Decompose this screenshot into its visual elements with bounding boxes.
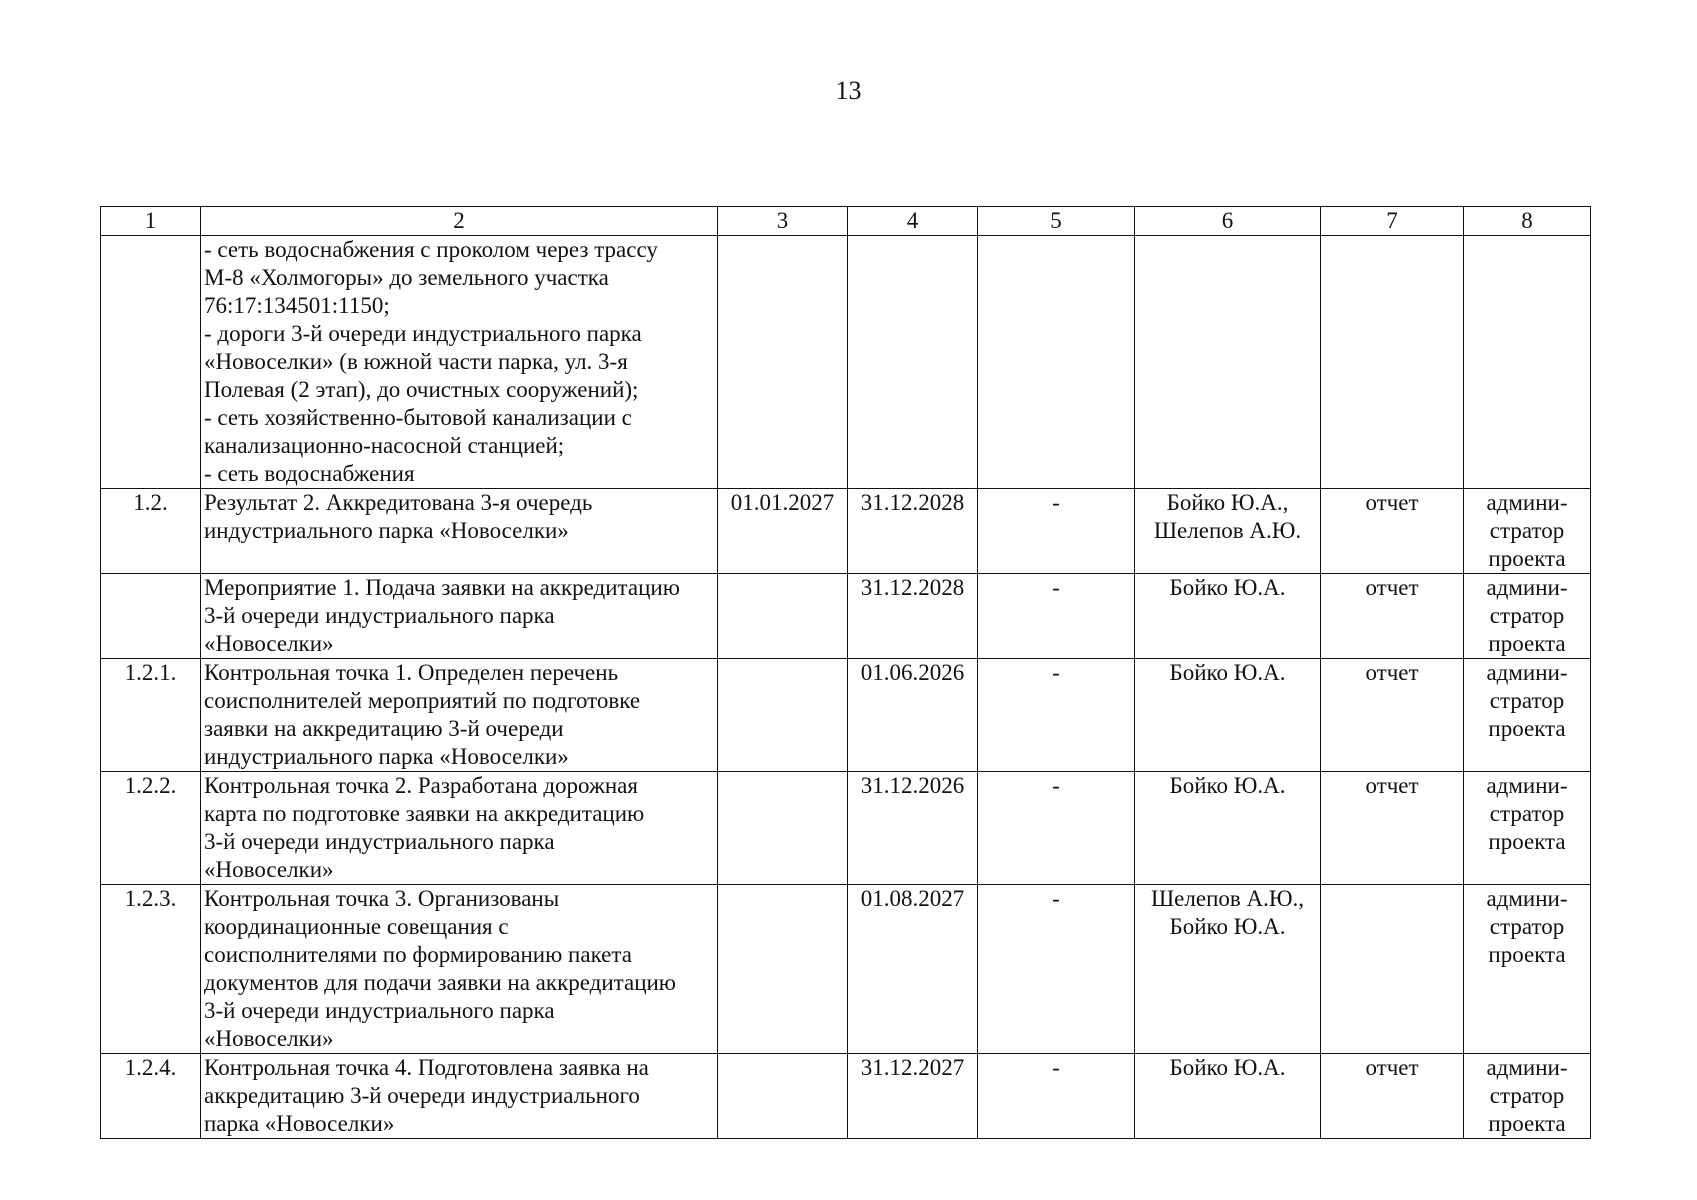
end-date-cell	[848, 236, 978, 489]
description-line: Контрольная точка 4. Подготовлена заявка на	[204, 1055, 649, 1080]
column-5-cell: -	[978, 1054, 1135, 1139]
responsible-line: Бойко Ю.А.	[1169, 660, 1286, 685]
description-line: координационные совещания с	[204, 914, 509, 939]
start-date-cell	[718, 885, 848, 1054]
row-number-cell	[101, 236, 201, 489]
table-row	[101, 1054, 1591, 1139]
table-row	[101, 885, 1591, 1054]
end-date-cell: 31.12.2027	[848, 1054, 978, 1139]
description-line: 76:17:134501:1150;	[204, 293, 390, 318]
start-date-cell	[718, 659, 848, 772]
description-line: парка «Новоселки»	[204, 1111, 395, 1136]
table-row	[101, 659, 1591, 772]
role-cell	[1464, 1054, 1591, 1139]
role-cell	[1464, 489, 1591, 574]
column-header: 2	[201, 207, 718, 236]
responsible-line: Бойко Ю.А.	[1169, 773, 1286, 798]
description-line: индустриального парка «Новоселки»	[204, 518, 569, 543]
role-cell	[1464, 772, 1591, 885]
start-date-cell	[718, 1054, 848, 1139]
role-cell	[1464, 885, 1591, 1054]
column-header: 3	[718, 207, 848, 236]
table-row	[101, 574, 1591, 659]
description-line: - дороги 3-й очереди индустриального парка	[204, 321, 642, 346]
row-number-cell: 1.2.	[101, 489, 201, 574]
end-date-cell: 31.12.2028	[848, 489, 978, 574]
role-line: админи-	[1486, 886, 1568, 911]
description-line: Контрольная точка 3. Организованы	[204, 886, 560, 911]
role-line: админи-	[1486, 660, 1568, 685]
description-line: Результат 2. Аккредитована 3-я очередь	[204, 490, 593, 515]
start-date-cell	[718, 574, 848, 659]
table-row	[101, 236, 1591, 489]
document-type-cell: отчет	[1321, 489, 1464, 574]
role-line: стратор	[1489, 518, 1565, 543]
responsible-cell	[1135, 772, 1321, 885]
description-cell	[201, 236, 718, 489]
description-line: канализационно-насосной станцией;	[204, 433, 565, 458]
role-cell	[1464, 659, 1591, 772]
row-number-cell	[101, 574, 201, 659]
column-5-cell: -	[978, 659, 1135, 772]
role-cell	[1464, 236, 1591, 489]
document-type-cell: отчет	[1321, 1054, 1464, 1139]
description-cell	[201, 772, 718, 885]
description-line: соисполнителей мероприятий по подготовке	[204, 688, 641, 713]
row-number-cell: 1.2.4.	[101, 1054, 201, 1139]
row-number-cell: 1.2.1.	[101, 659, 201, 772]
description-line: заявки на аккредитацию 3-й очереди	[204, 716, 564, 741]
description-line: карта по подготовке заявки на аккредитацию	[204, 801, 645, 826]
description-line: Контрольная точка 2. Разработана дорожная	[204, 773, 638, 798]
document-type-cell	[1321, 236, 1464, 489]
role-cell	[1464, 574, 1591, 659]
responsible-line: Бойко Ю.А.	[1169, 1055, 1286, 1080]
description-cell	[201, 574, 718, 659]
start-date-cell	[718, 236, 848, 489]
table-body	[101, 236, 1591, 1139]
column-header: 5	[978, 207, 1135, 236]
column-5-cell: -	[978, 489, 1135, 574]
role-line: проекта	[1488, 942, 1566, 967]
description-line: аккредитацию 3-й очереди индустриального	[204, 1083, 640, 1108]
document-type-cell: отчет	[1321, 659, 1464, 772]
column-header: 8	[1464, 207, 1591, 236]
responsible-line: Бойко Ю.А.	[1169, 575, 1286, 600]
responsible-cell	[1135, 1054, 1321, 1139]
responsible-line: Шелепов А.Ю.,	[1150, 886, 1304, 911]
role-line: проекта	[1488, 631, 1566, 656]
end-date-cell: 31.12.2028	[848, 574, 978, 659]
description-line: «Новоселки» (в южной части парка, ул. 3-я	[204, 349, 628, 374]
description-line: «Новоселки»	[204, 631, 334, 656]
role-line: проекта	[1488, 829, 1566, 854]
description-cell	[201, 659, 718, 772]
description-line: Контрольная точка 1. Определен перечень	[204, 660, 619, 685]
role-line: стратор	[1489, 1083, 1565, 1108]
end-date-cell: 31.12.2026	[848, 772, 978, 885]
role-line: стратор	[1489, 688, 1565, 713]
column-header: 1	[101, 207, 201, 236]
description-line: соисполнителями по формированию пакета	[204, 942, 632, 967]
responsible-line: Бойко Ю.А.	[1169, 914, 1286, 939]
column-5-cell: -	[978, 885, 1135, 1054]
description-line: - сеть хозяйственно-бытовой канализации с	[204, 405, 632, 430]
role-line: админи-	[1486, 1055, 1568, 1080]
end-date-cell: 01.08.2027	[848, 885, 978, 1054]
description-line: 3-й очереди индустриального парка	[204, 603, 555, 628]
table-row	[101, 772, 1591, 885]
responsible-cell	[1135, 489, 1321, 574]
responsible-cell	[1135, 236, 1321, 489]
role-line: админи-	[1486, 490, 1568, 515]
plan-table	[100, 206, 1591, 1139]
description-line: «Новоселки»	[204, 857, 334, 882]
responsible-cell	[1135, 885, 1321, 1054]
role-line: стратор	[1489, 914, 1565, 939]
role-line: проекта	[1488, 546, 1566, 571]
role-line: стратор	[1489, 801, 1565, 826]
row-number-cell: 1.2.3.	[101, 885, 201, 1054]
document-type-cell: отчет	[1321, 574, 1464, 659]
responsible-line: Шелепов А.Ю.	[1153, 518, 1302, 543]
description-cell	[201, 489, 718, 574]
description-cell	[201, 1054, 718, 1139]
responsible-line: Бойко Ю.А.,	[1166, 490, 1289, 515]
start-date-cell	[718, 772, 848, 885]
description-line: М-8 «Холмогоры» до земельного участка	[204, 265, 609, 290]
responsible-cell	[1135, 659, 1321, 772]
role-line: админи-	[1486, 575, 1568, 600]
page-number: 13	[835, 76, 862, 105]
table-row	[101, 489, 1591, 574]
role-line: стратор	[1489, 603, 1565, 628]
end-date-cell: 01.06.2026	[848, 659, 978, 772]
description-line: Мероприятие 1. Подача заявки на аккредитацию	[204, 575, 680, 600]
column-5-cell	[978, 236, 1135, 489]
document-type-cell	[1321, 885, 1464, 1054]
column-5-cell: -	[978, 772, 1135, 885]
role-line: админи-	[1486, 773, 1568, 798]
description-cell	[201, 885, 718, 1054]
column-5-cell: -	[978, 574, 1135, 659]
role-line: проекта	[1488, 716, 1566, 741]
description-line: 3-й очереди индустриального парка	[204, 829, 555, 854]
description-line: 3-й очереди индустриального парка	[204, 998, 555, 1023]
description-line: документов для подачи заявки на аккредитацию	[204, 970, 676, 995]
column-header: 4	[848, 207, 978, 236]
description-line: «Новоселки»	[204, 1026, 334, 1051]
responsible-cell	[1135, 574, 1321, 659]
column-header: 7	[1321, 207, 1464, 236]
description-line: Полевая (2 этап), до очистных сооружений);	[204, 377, 639, 402]
description-line: - сеть водоснабжения с проколом через трассу	[204, 237, 658, 262]
start-date-cell: 01.01.2027	[718, 489, 848, 574]
table-header-row	[101, 207, 1591, 236]
description-line: индустриального парка «Новоселки»	[204, 744, 569, 769]
column-header: 6	[1135, 207, 1321, 236]
role-line: проекта	[1488, 1111, 1566, 1136]
document-type-cell: отчет	[1321, 772, 1464, 885]
row-number-cell: 1.2.2.	[101, 772, 201, 885]
description-line: - сеть водоснабжения	[204, 461, 415, 486]
